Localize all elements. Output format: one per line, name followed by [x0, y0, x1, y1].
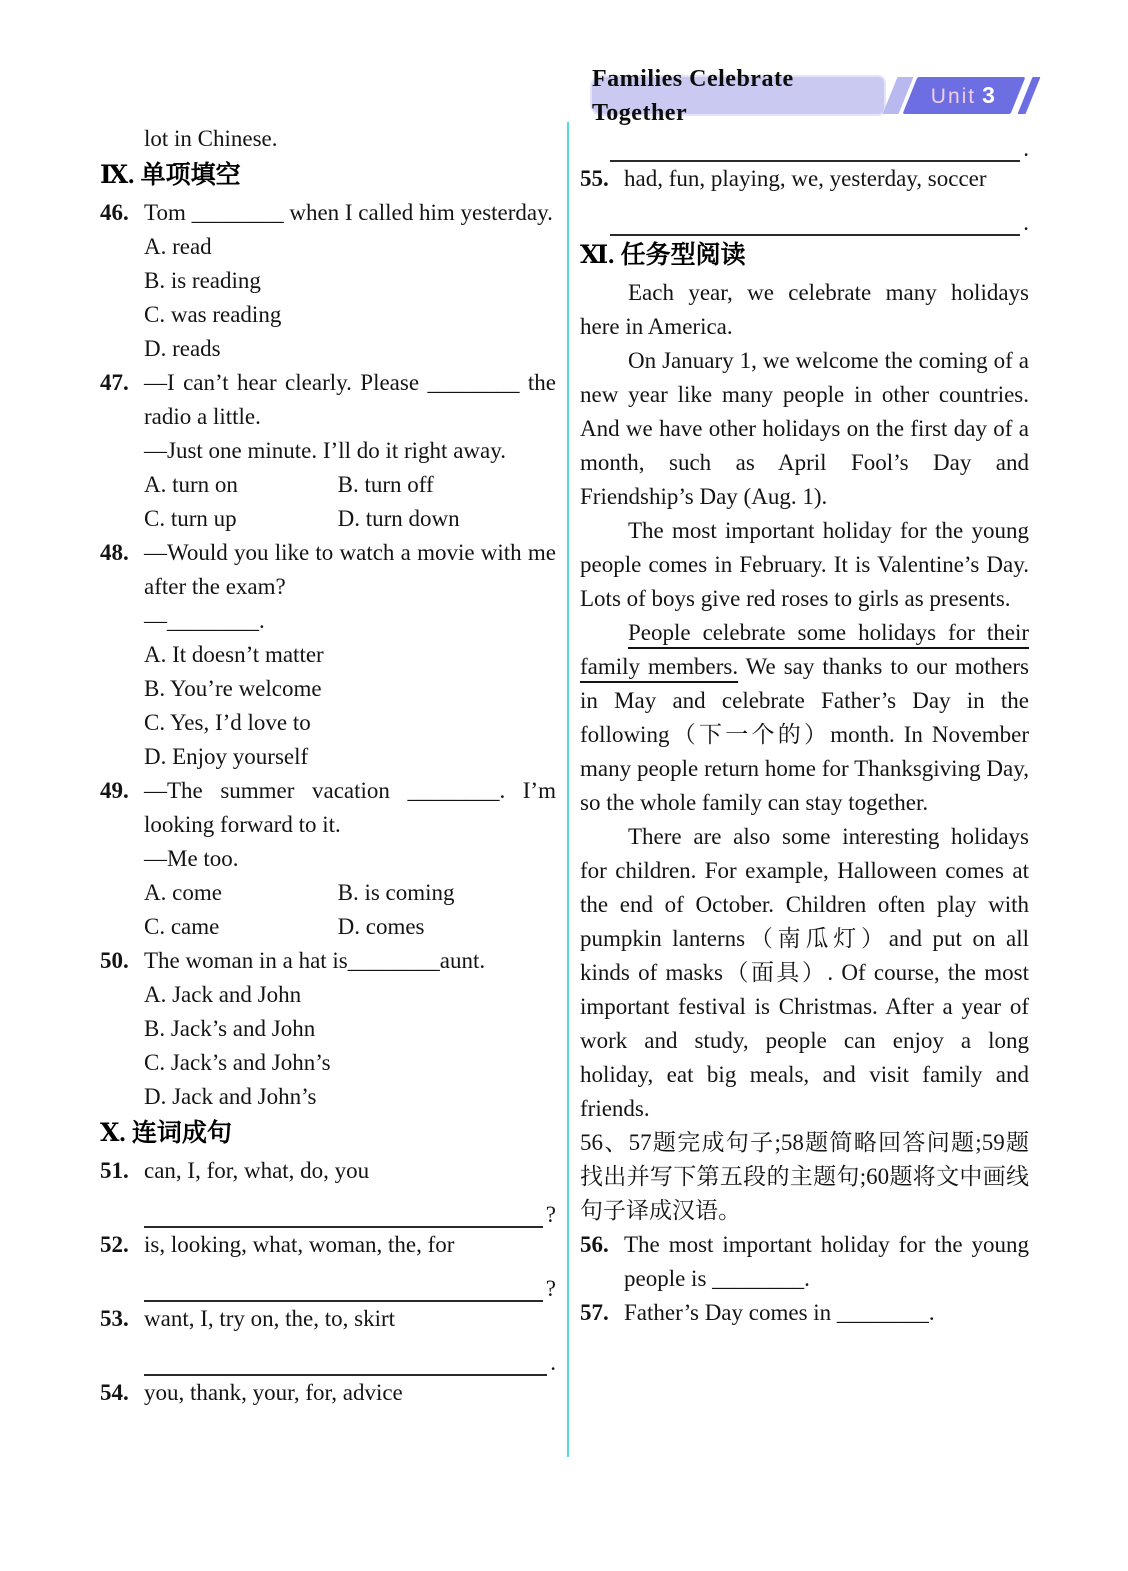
question-body [144, 196, 556, 366]
option-a: A. read [144, 234, 212, 259]
option-d: D. turn down [337, 506, 460, 531]
column-divider [567, 122, 569, 1457]
question-body [144, 774, 556, 944]
question-number: 55. [580, 166, 609, 191]
question-number: 47. [100, 370, 129, 395]
option-b: B. turn off [337, 472, 434, 497]
passage-paragraph-4 [580, 616, 1029, 820]
section-heading-task-reading: Ⅺ. 任务型阅读 [580, 242, 746, 269]
word-list: want, I, try on, the, to, skirt [144, 1306, 396, 1331]
answer-blank-line [144, 1188, 556, 1228]
two-column-layout [100, 122, 1030, 1457]
question-number: 53. [100, 1306, 129, 1331]
option-b: B. Jack’s and John [144, 1016, 316, 1041]
passage-paragraph-3: The most important holiday for the young people comes in February. It is Valentine’s Day. Lots of boys give red roses to girls as presents. [580, 518, 1029, 611]
question-49 [100, 774, 556, 944]
answer-blank-line [144, 1336, 556, 1376]
answer-blank-line-q55 [610, 196, 1029, 236]
blank-rule [144, 1344, 547, 1376]
answer-blank-line [144, 1262, 556, 1302]
option-list [144, 978, 556, 1114]
question-number: 48. [100, 540, 129, 565]
question-50 [100, 944, 556, 1114]
question-52 [100, 1228, 556, 1302]
option-grid [144, 876, 556, 944]
question-text: The woman in a hat is________aunt. [144, 948, 486, 973]
question-body [144, 1302, 556, 1376]
question-body [144, 1376, 556, 1410]
passage-paragraph-5: There are also some interesting holidays for children. For example, Halloween comes at the end of October. Children often play with pumpkin lanterns（南瓜灯）and put on all kinds of masks（面具）. Of course, the most important festival is Christmas. After a year of work and study, people can enjoy a long holiday, eat big meals, and visit family and friends. [580, 824, 1029, 1121]
dialogue-line-2: —________. [144, 608, 265, 633]
option-grid [144, 468, 556, 536]
option-c: C. Jack’s and John’s [144, 1050, 331, 1075]
question-text: Tom ________ when I called him yesterday. [144, 200, 553, 225]
option-a: A. come [144, 880, 222, 905]
question-number: 57. [580, 1300, 609, 1325]
blank-rule [144, 1270, 543, 1302]
question-54 [100, 1376, 556, 1410]
question-number: 54. [100, 1380, 129, 1405]
question-body [624, 1296, 1029, 1330]
dialogue-line-1: —Would you like to watch a movie with me after the exam? [144, 540, 556, 599]
end-punctuation: . [1023, 210, 1029, 235]
dialogue-line-2: —Just one minute. I’ll do it right away. [144, 438, 506, 463]
dialogue-line-2: —Me too. [144, 846, 239, 871]
option-a: A. It doesn’t matter [144, 642, 324, 667]
continuation-line: lot in Chinese. [144, 126, 278, 151]
blank-rule [144, 1196, 543, 1228]
paragraph-4-rest: We say thanks to our mothers in May and celebrate Father’s Day in the following（下一个的）month. In November many people return home for Thanksgiving Day, so the whole family can stay together. [580, 654, 1029, 815]
word-list: can, I, for, what, do, you [144, 1158, 370, 1183]
option-d: D. Enjoy yourself [144, 744, 309, 769]
option-d: D. comes [337, 914, 425, 939]
unit-title-strip [592, 65, 884, 126]
option-c: C. Yes, I’d love to [144, 710, 311, 735]
question-46 [100, 196, 556, 366]
section-heading-fill-blank: Ⅸ. 单项填空 [100, 162, 241, 189]
question-47 [100, 366, 556, 536]
option-a: A. turn on [144, 472, 238, 497]
blank-rule [610, 204, 1020, 236]
question-body [144, 1228, 556, 1302]
option-d: D. reads [144, 336, 221, 361]
question-57 [580, 1296, 1029, 1330]
end-punctuation: ? [545, 1202, 556, 1227]
dialogue-line-1: —The summer vacation ________. I’m looking forward to it. [144, 778, 556, 837]
question-number: 52. [100, 1232, 129, 1257]
page-header [592, 65, 1030, 126]
unit-badge [903, 77, 1026, 114]
unit-title: Families Celebrate Together [592, 65, 794, 126]
end-punctuation: . [550, 1350, 556, 1375]
question-body [144, 1154, 556, 1228]
section-heading-sentence-order: Ⅹ. 连词成句 [100, 1120, 232, 1147]
question-48 [100, 536, 556, 774]
question-55 [580, 162, 1029, 196]
end-punctuation: ? [545, 1276, 556, 1301]
unit-badge-text [931, 78, 997, 114]
option-c: C. came [144, 914, 220, 939]
question-body [624, 162, 1029, 196]
option-c: C. turn up [144, 506, 237, 531]
option-c: C. was reading [144, 302, 282, 327]
question-text: Father’s Day comes in ________. [624, 1300, 935, 1325]
unit-number: 3 [982, 81, 998, 108]
question-body [144, 944, 556, 1114]
passage-paragraph-1: Each year, we celebrate many holidays here in America. [580, 280, 1029, 339]
question-number: 46. [100, 200, 129, 225]
question-body [624, 1228, 1029, 1296]
task-instructions: 56、57题完成句子;58题简略回答问题;59题找出并写下第五段的主题句;60题将文中画线句子译成汉语。 [580, 1130, 1029, 1223]
question-body [144, 536, 556, 774]
option-b: B. is coming [337, 880, 455, 905]
option-a: A. Jack and John [144, 982, 302, 1007]
underlined-sentence: People celebrate some holidays for their family members. [580, 620, 1029, 679]
answer-blank-line-q54 [610, 122, 1029, 162]
question-body [144, 366, 556, 536]
question-number: 51. [100, 1158, 129, 1183]
question-number: 50. [100, 948, 129, 973]
question-number: 49. [100, 778, 129, 803]
option-d: D. Jack and John’s [144, 1084, 317, 1109]
dialogue-line-1: —I can’t hear clearly. Please ________ the radio a little. [144, 370, 556, 429]
option-list [144, 638, 556, 774]
unit-label: Unit [930, 84, 977, 108]
option-b: B. You’re welcome [144, 676, 322, 701]
question-text: The most important holiday for the young people is ________. [624, 1232, 1029, 1291]
option-list [144, 230, 556, 366]
passage-paragraph-2: On January 1, we welcome the coming of a new year like many people in other countries. And we have other holidays on the first day of a month, such as April Fool’s Day and Friendship’s Day (Aug. 1). [580, 348, 1029, 509]
left-column [100, 122, 556, 1457]
question-number: 56. [580, 1232, 609, 1257]
word-list: you, thank, your, for, advice [144, 1380, 403, 1405]
question-51 [100, 1154, 556, 1228]
question-56 [580, 1228, 1029, 1296]
word-list: is, looking, what, woman, the, for [144, 1232, 455, 1257]
blank-rule [610, 130, 1020, 162]
question-53 [100, 1302, 556, 1376]
option-b: B. is reading [144, 268, 261, 293]
end-punctuation: . [1023, 136, 1029, 161]
right-column [580, 122, 1029, 1457]
word-list: had, fun, playing, we, yesterday, soccer [624, 166, 987, 191]
